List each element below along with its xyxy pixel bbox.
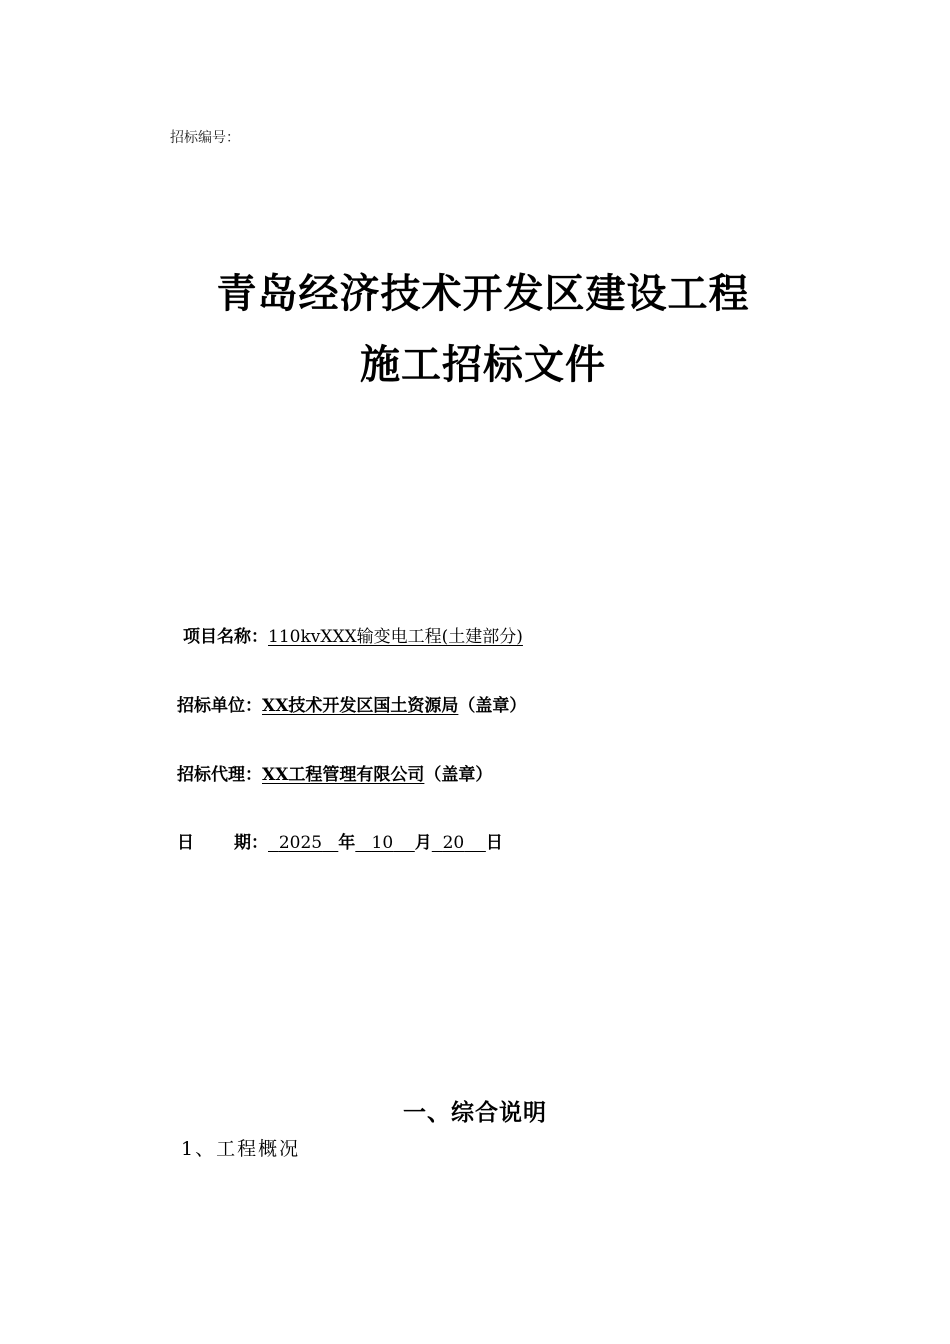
document-title-line2: 施工招标文件 bbox=[360, 341, 606, 388]
project-name-label: 项目名称： bbox=[183, 627, 268, 647]
tender-agent-label: 招标代理： bbox=[177, 765, 262, 785]
date-field bbox=[177, 828, 503, 853]
tender-agent-value: XX工程管理有限公司 bbox=[262, 765, 425, 785]
tender-agent-seal-note: （盖章） bbox=[424, 765, 493, 785]
date-month-unit: 月 bbox=[414, 833, 432, 853]
tender-unit-label: 招标单位： bbox=[177, 696, 262, 716]
tender-unit-value: XX技术开发区国土资源局 bbox=[262, 696, 459, 716]
tender-unit-seal-note: （盖章） bbox=[458, 696, 527, 716]
date-month-value: 10 bbox=[371, 833, 394, 853]
date-year-blank bbox=[268, 833, 338, 853]
subsection-heading: 1、工程概况 bbox=[181, 1138, 301, 1160]
date-label-period: 期： bbox=[234, 833, 268, 853]
date-day-blank bbox=[432, 833, 486, 853]
bid-number-label: 招标编号： bbox=[170, 130, 240, 146]
date-year-unit: 年 bbox=[338, 833, 356, 853]
date-day-unit: 日 bbox=[485, 833, 503, 853]
tender-agent-field bbox=[177, 760, 492, 785]
project-name-value: 110kvXXX输变电工程(土建部分) bbox=[268, 627, 523, 647]
date-month-blank bbox=[355, 833, 414, 853]
date-year-value: 2025 bbox=[278, 833, 323, 853]
project-name-field bbox=[183, 622, 523, 647]
tender-unit-field bbox=[177, 691, 526, 716]
date-day-value: 20 bbox=[442, 833, 465, 853]
document-title-line1: 青岛经济技术开发区建设工程 bbox=[216, 270, 750, 317]
section-heading: 一、综合说明 bbox=[403, 1099, 547, 1126]
date-label-day: 日 bbox=[177, 833, 194, 853]
